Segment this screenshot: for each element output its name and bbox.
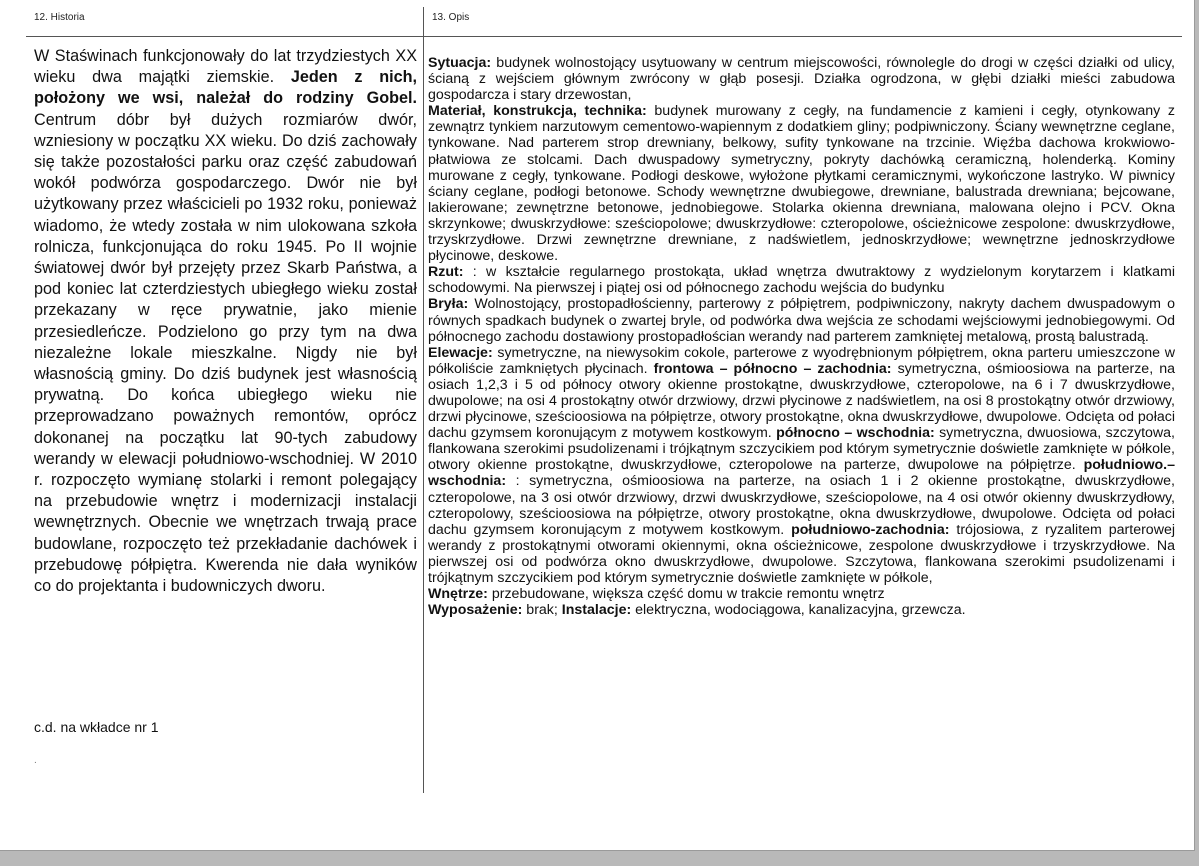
history-paragraph xyxy=(34,46,417,597)
elevation-front-label: frontowa – północno – zachodnia: xyxy=(653,360,892,377)
elewacje-text: symetryczne, na niewysokim cokole, parterowe z wyodrębnionym półpiętrem, okna parteru umieszczone w półkoliście zamkniętych płycinach. xyxy=(428,344,1175,377)
bryla-paragraph xyxy=(428,296,1175,344)
sytuacja-text: budynek wolnostojący usytuowany w centrum miejscowości, równolegle do drogi w części działki od ulicy, ścianą z wejściem głównym zwrócony w głąb posesji. Działka ogrodzona, w głębi działki mieści zabudowa gospodarcza i stary drzewostan, xyxy=(428,55,1175,104)
section-heading-history: 12. Historia xyxy=(34,12,85,23)
header-divider xyxy=(26,36,1182,37)
material-text: budynek murowany z cegły, na fundamencie z kamieni i cegły, otynkowany z zewnątrz tynkiem narzutowym cementowo-wapiennym z dodatkiem gliny; podpiwniczony. Ściany wewnętrzne ceglane, tynkowane. Nad parterem strop drewniany, belkowy, sufity tynkowane na trzcinie. Więźba dachowa krokwiowo-płatwiowa ze stolcami. Dach dwuspadowy symetryczny, pokryty dachówką ceramiczną, holenderką. Kominy murowane z cegły, tynkowane. Podłogi deskowe, wyłożone płytkami ceramicznymi, wykończone lastryko. W piwnicy ściany ceglane, podłogi betonowe. Schody wewnętrzne dwubiegowe, drewniane, balustrada drewniana; bejcowane, lakierowane; zewnętrzne betonowe, jednobiegowe. Stolarka okienna drewniana, malowana olejno i PCV. Okna skrzynkowe; dwuskrzydłowe: sześciopolowe; dwuskrzydłowe: czteropolowe, ościeżnicowe zespolone: dwuskrzydłowe, trzyskrzydłowe. Drzwi zewnętrzne drewniane, z nadświetlem, jednoskrzydłowe; wewnętrzne jednoskrzydłowe płycinowe, deskowe. xyxy=(428,103,1175,265)
section-heading-description: 13. Opis xyxy=(432,12,470,23)
description-column xyxy=(428,55,1175,618)
wnetrze-label: Wnętrze: xyxy=(428,586,488,603)
elevation-ne-text: symetryczna, dwuosiowa, szczytowa, flankowana szerokimi psudolizenami i trójkątnym szczycikiem pod którym symetrycznie doświetle zamknięte w półkole, otwory okienne prostokątne, dwuskrzydłowe, czteropolowe na parterze, dwupolowe na półpiętrze. xyxy=(428,425,1175,474)
rzut-paragraph xyxy=(428,264,1175,296)
continuation-note: c.d. na wkładce nr 1 xyxy=(34,719,159,735)
sytuacja-label: Sytuacja: xyxy=(428,55,492,71)
elevation-ne-label: północno – wschodnia: xyxy=(776,425,935,442)
wnetrze-paragraph xyxy=(428,586,1175,602)
stray-mark: . xyxy=(34,755,37,766)
history-column xyxy=(34,46,417,597)
bryla-label: Bryła: xyxy=(428,296,469,313)
rzut-label: Rzut: xyxy=(428,264,464,281)
history-text-bold: Jeden z nich, położony we wsi, należał do rodziny Gobel. xyxy=(34,68,417,108)
history-text-intro: W Staświnach funkcjonowały do lat trzydziestych XX wieku dwa majątki ziemskie. xyxy=(34,47,417,87)
column-divider xyxy=(423,7,424,793)
material-label: Materiał, konstrukcja, technika: xyxy=(428,103,647,120)
elewacje-label: Elewacje: xyxy=(428,344,493,361)
rzut-text: : w kształcie regularnego prostokąta, układ wnętrza dwutraktowy z wydzielonym korytarzem i klatkami schodowymi. Na pierwszej i piątej osi od północnego zachodu wejścia do budynku xyxy=(428,264,1175,297)
elevation-sw-text: trójosiowa, z ryzalitem parterowej werandy z prostokątnymi otworami okiennymi, okna ościeżnicowe, zespolone dwuskrzydłowe i trzyskrzydłowe. Na pierwszej osi od podwórza okno dwuskrzydłowe, dwupolowe. Szczytowa, flankowana szerokimi psudolizenami i trójkątnym szczycikiem pod którym symetrycznie doświetle zamknięte w półkole, xyxy=(428,521,1175,586)
elevation-sw-label: południowo-zachodnia: xyxy=(791,521,950,538)
elevation-se-text: : symetryczna, ośmioosiowa na parterze, na osiach 1 i 2 okienne prostokątne, dwuskrzydłowe, czteropolowe, na 3 osi otwór drzwiowy, drzwi dwuskrzydłowe, sześciopolowe, na 4 osi otwór okienny dwuskrzydłowy, czteropolowy, sześcioosiowa na półpiętrze, otwory prostokątne, okna dwuskrzydłowe, dwupolowe. Odcięta od połaci dachu gzymsem koronującym z motywem kostkowym. xyxy=(428,473,1175,538)
instalacje-label: Instalacje: xyxy=(561,602,632,619)
elewacje-paragraph xyxy=(428,345,1175,586)
sytuacja-paragraph xyxy=(428,55,1175,103)
history-text-body: Centrum dóbr był dużych rozmiarów dwór, wzniesiony w początku XX wieku. Do dziś zachowały się także pozostałości parku oraz część zabudowań wokół podwórza gospodarczego. Dwór nie był użytkowany przez właścicieli po 1932 roku, ponieważ wiadomo, że wtedy została w nim ulokowana szkoła rolnicza, funkcjonująca do roku 1945. Po II wojnie światowej dwór był przejęty przez Skarb Państwa, a pod koniec lat czterdziestych ubiegłego wieku został przekazany w ręce prywatnie, jako mienie przesiedleńcze. Podzielono go przy tym na dwa niezależne lokale mieszkalne. Nigdy nie był własnością gminy. Do dziś budynek jest własnością prywatną. Do końca ubiegłego wieku nie przeprowadzano poważnych remontów, oprócz dokonanej na początku lat 90-tych zabudowy werandy w elewacji południowo-wschodniej. W 2010 r. rozpoczęto wymianę stolarki i remont polegający na przebudowie wnętrz i modernizacji instalacji wewnętrznych. Obecnie we wnętrzach trwają prace budowlane, rozpoczęto też przekładanie dachówek i przebudowę półpiętra. Kwerenda nie dała wyników co do projektanta i budowniczych dworu. xyxy=(34,110,417,596)
elevation-front-text: symetryczna, ośmioosiowa na parterze, na osiach 1,2,3 i 5 od północy otwory okienne prostokątne, dwuskrzydłowe, czteropolowe, na 6 i 7 dwuskrzydłowe, dwupolowe; na osi 4 prostokątny otwór drzwiowy, drzwi płycinowe z nadświetlem, na osi 8 prostokątny otwór drzwiowy, drzwi płycinowe, sześcioosiowa na półpiętrze, otwory prostokątne, okna dwuskrzydłowe, dwupolowe. Odcięta od połaci dachu gzymsem koronującym z motywem kostkowym. xyxy=(428,360,1175,442)
bryla-text: Wolnostojący, prostopadłościenny, parterowy z półpiętrem, podpiwniczony, nakryty dachem dwuspadowym o równych spadkach budynek o zwartej bryle, od podwórka dwa wejścia ze schodami wejściowymi jednobiegowymi. Od północnego zachodu dostawiony prostopadłościan werandy nad parterem zamkniętej metalową, prostą balustradą. xyxy=(428,296,1175,345)
elevation-se-label: południowo.–wschodnia: xyxy=(428,457,1175,490)
wyposazenie-label: Wyposażenie: xyxy=(428,602,523,619)
wyposazenie-paragraph xyxy=(428,602,1175,618)
wnetrze-text: przebudowane, większa część domu w trakcie remontu wnętrz xyxy=(487,586,885,603)
material-paragraph xyxy=(428,103,1175,264)
wyposazenie-text: brak; xyxy=(522,602,562,619)
instalacje-text: elektryczna, wodociągowa, kanalizacyjna, grzewcza. xyxy=(631,602,966,619)
